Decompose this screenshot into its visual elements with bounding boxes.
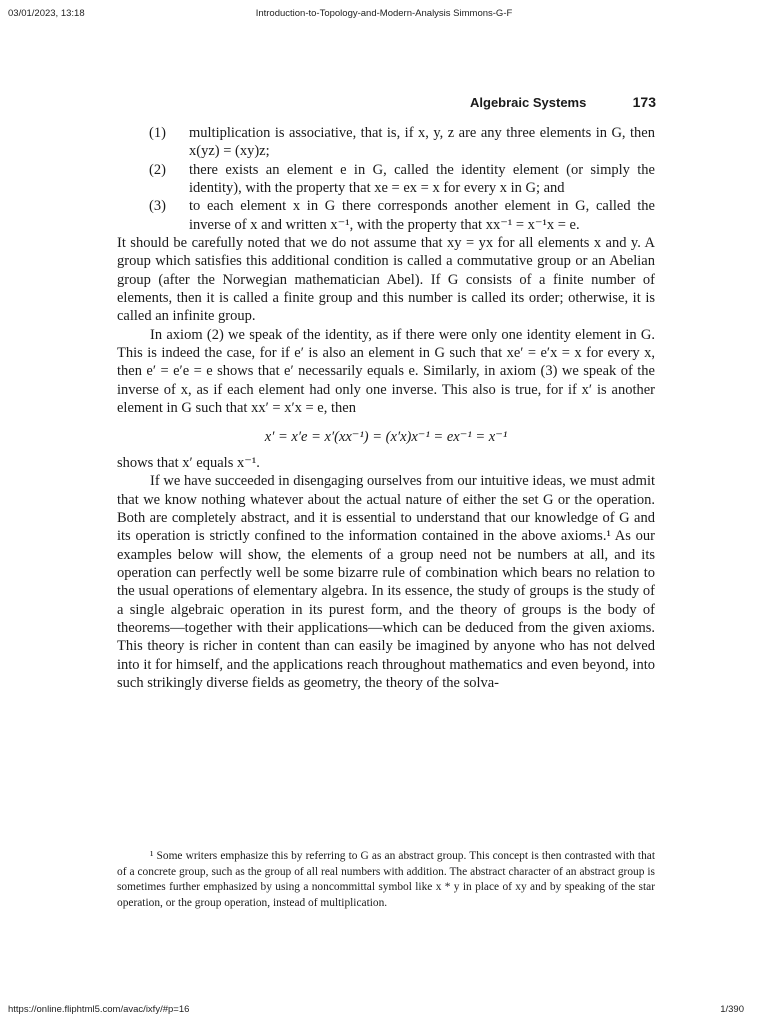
print-date: 03/01/2023, 13:18 xyxy=(8,8,85,19)
browser-footer xyxy=(0,1000,768,1024)
document-title: Introduction-to-Topology-and-Modern-Analysis Simmons-G-F xyxy=(255,8,513,19)
paragraph-abstraction: If we have succeeded in disengaging ourselves from our intuitive ideas, we must admit that we know nothing whatever about the actual nature of either the set G or the operation. Both are completely abstract, and it is essential to understand that our knowledge of G and its operation is strictly confined to the information contained in the above axioms.¹ As our examples below will show, the elements of a group need not be numbers at all, and its operation can perfectly well be some bizarre rule of combination which bears no relation to the usual operations of elementary algebra. In its essence, the study of groups is the study of a single algebraic operation in its purest form, and the theory of groups is the body of theorems—together with their applications—which can be deduced from the given axioms. This theory is richer in content than can easily be imagined by anyone who has not delved into it for himself, and the applications reach throughout mathematics and even beyond, into such strikingly diverse fields as geometry, the theory of the solva- xyxy=(117,473,655,691)
paragraph-uniqueness: In axiom (2) we speak of the identity, as if there were only one identity element in G. This is indeed the case, for if e′ is also an element in G such that xe′ = e′x = x for every x, then e′ = e′e = e shows that e′ necessarily equals e. Similarly, in axiom (3) we speak of the inverse of x, as if each element had only one inverse. This also is true, for if x′ is another element in G such that xx′ = x′x = e, then xyxy=(117,326,655,417)
browser-header xyxy=(0,0,768,24)
axiom-number: (2) xyxy=(149,161,166,178)
axiom-text: to each element x in G there corresponds another element in G, called the inverse of x and written x⁻¹, with the property that xx⁻¹ = x⁻¹x = e. xyxy=(189,198,655,233)
axiom-number: (1) xyxy=(149,125,166,141)
axiom-text: there exists an element e in G, called the identity element (or simply the identity), with the property that xe = ex = x for every x in G; and xyxy=(189,161,655,197)
axiom-1 xyxy=(117,124,655,161)
axiom-number: (3) xyxy=(149,198,166,215)
main-text xyxy=(117,124,655,692)
page-counter: 1/390 xyxy=(720,1004,744,1015)
axiom-2 xyxy=(117,161,655,198)
footnote-1: ¹ Some writers emphasize this by referring to G as an abstract group. This concept is then contrasted with that of a concrete group, such as the group of all real numbers with addition. The abstract character of an abstract group is sometimes further emphasized by using a noncommittal symbol like x * y in place of xy and by speaking of the star operation, or the group operation, instead of multiplication. xyxy=(117,850,655,909)
page-number: 173 xyxy=(632,94,656,110)
footnotes xyxy=(117,849,655,911)
running-head xyxy=(470,94,656,110)
axiom-3 xyxy=(117,197,655,234)
section-title: Algebraic Systems xyxy=(470,95,587,110)
paragraph-conclusion: shows that x′ equals x⁻¹. xyxy=(117,454,260,471)
paragraph-abelian: It should be carefully noted that we do not assume that xy = yx for all elements x and y. A group which satisfies this additional condition is called a commutative group or an Abelian group (after the Norwegian mathematician Abel). If G consists of a finite number of elements, then it is called a finite group and this number is called its order; otherwise, it is called an infinite group. xyxy=(117,235,655,325)
axiom-text: multiplication is associative, that is, if x, y, z are any three elements in G, then x(yz) = (xy)z; xyxy=(189,125,655,160)
display-equation: x′ = x′e = x′(xx⁻¹) = (x′x)x⁻¹ = ex⁻¹ = x⁻¹ xyxy=(264,428,508,445)
page-url: https://online.fliphtml5.com/avac/ixfy/#p=16 xyxy=(8,1004,190,1015)
